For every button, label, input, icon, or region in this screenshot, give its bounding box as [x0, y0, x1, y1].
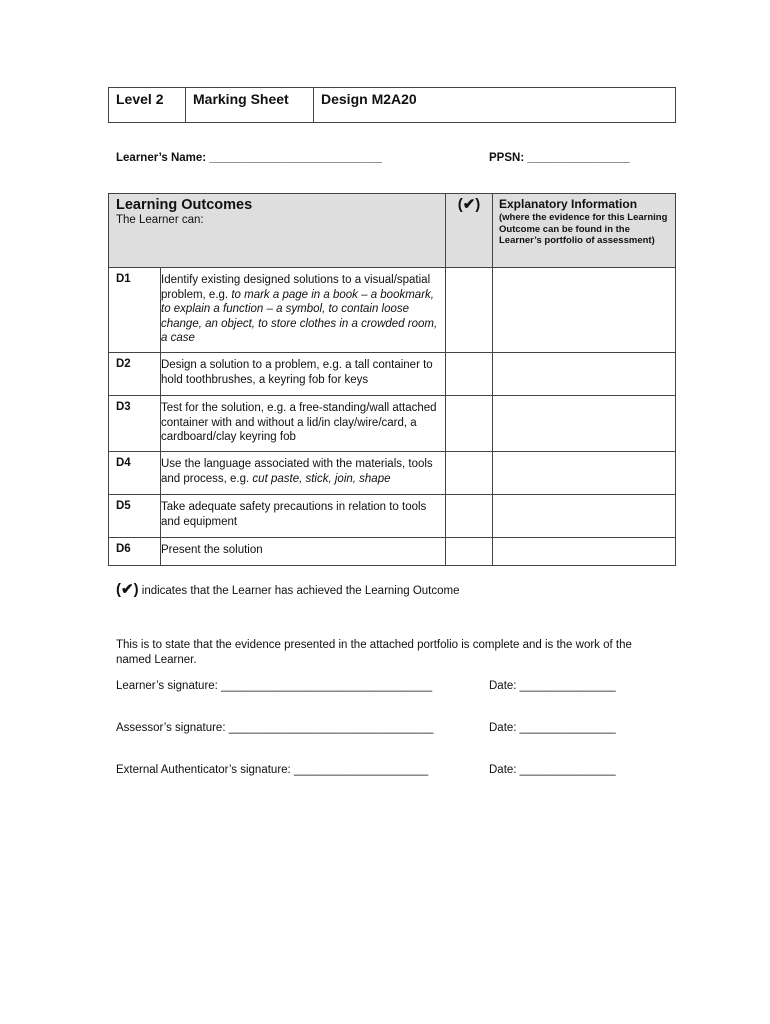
- tick-cell[interactable]: [446, 538, 493, 566]
- outcomes-title: Learning Outcomes: [116, 197, 253, 213]
- outcome-code: D4: [109, 452, 161, 495]
- explanatory-cell[interactable]: [493, 268, 676, 353]
- tick-cell[interactable]: [446, 452, 493, 495]
- outcome-text: Identify existing designed solutions to a visual/spatial problem, e.g. to mark a page in a book – a bookmark, to explain a function – a symbol, to contain loose change, an object, to store clothes in a crowded room, a case: [161, 268, 446, 353]
- explanatory-cell[interactable]: [493, 538, 676, 566]
- table-row: [109, 495, 676, 538]
- outcome-text: Test for the solution, e.g. a free-standing/wall attached container with and without a lid/in clay/wire/card, a cardboard/clay keyring fob: [161, 396, 446, 452]
- explanatory-cell[interactable]: [493, 452, 676, 495]
- tick-cell[interactable]: [446, 495, 493, 538]
- learner-date-field[interactable]: Date: _______________: [489, 680, 616, 692]
- outcome-text: Design a solution to a problem, e.g. a tall container to hold toothbrushes, a keyring fob for keys: [161, 353, 446, 396]
- learner-name-field[interactable]: Learner’s Name: ___________________________: [116, 152, 383, 164]
- explanatory-cell[interactable]: [493, 396, 676, 452]
- header-table: [108, 87, 676, 123]
- outcome-code: D6: [109, 538, 161, 566]
- outcome-code: D5: [109, 495, 161, 538]
- tick-cell[interactable]: [446, 268, 493, 353]
- outcome-code: D1: [109, 268, 161, 353]
- tick-cell[interactable]: [446, 396, 493, 452]
- tick-symbol: (✔): [116, 581, 139, 598]
- level-cell: Level 2: [109, 88, 186, 123]
- legend-text: indicates that the Learner has achieved the Learning Outcome: [138, 585, 460, 597]
- tick-header: (✔): [446, 194, 493, 268]
- table-row: [109, 268, 676, 353]
- explanatory-cell[interactable]: [493, 353, 676, 396]
- outcome-code: D3: [109, 396, 161, 452]
- explanatory-header: [493, 194, 676, 268]
- table-row: [109, 538, 676, 566]
- legend-note: [116, 580, 460, 598]
- statement-text: This is to state that the evidence presented in the attached portfolio is complete and is the work of the named Learner.: [116, 639, 632, 666]
- outcome-text: Take adequate safety precautions in relation to tools and equipment: [161, 495, 446, 538]
- table-row: [109, 396, 676, 452]
- explanatory-subtitle: (where the evidence for this Learning Outcome can be found in the Learner’s portfolio of assessment): [499, 212, 668, 246]
- learning-outcomes-table: [108, 193, 676, 566]
- assessor-signature-field[interactable]: Assessor’s signature: ________________________________: [116, 722, 434, 734]
- learner-signature-field[interactable]: Learner’s signature: _________________________________: [116, 680, 433, 692]
- table-row: [109, 452, 676, 495]
- outcome-code: D2: [109, 353, 161, 396]
- table-row: [109, 353, 676, 396]
- external-authenticator-signature-field[interactable]: External Authenticator’s signature: _____________________: [116, 764, 429, 776]
- external-authenticator-date-field[interactable]: Date: _______________: [489, 764, 616, 776]
- outcome-text: Use the language associated with the materials, tools and process, e.g. cut paste, stick, join, shape: [161, 452, 446, 495]
- explanatory-title: Explanatory Information: [499, 197, 638, 211]
- tick-cell[interactable]: [446, 353, 493, 396]
- sheet-title-cell: Marking Sheet: [186, 88, 314, 123]
- outcomes-header: [109, 194, 446, 268]
- assessor-date-field[interactable]: Date: _______________: [489, 722, 616, 734]
- outcome-text: Present the solution: [161, 538, 446, 566]
- design-code-cell: Design M2A20: [314, 88, 676, 123]
- ppsn-field[interactable]: PPSN: ________________: [489, 152, 630, 164]
- outcomes-subtitle: The Learner can:: [116, 214, 204, 226]
- explanatory-cell[interactable]: [493, 495, 676, 538]
